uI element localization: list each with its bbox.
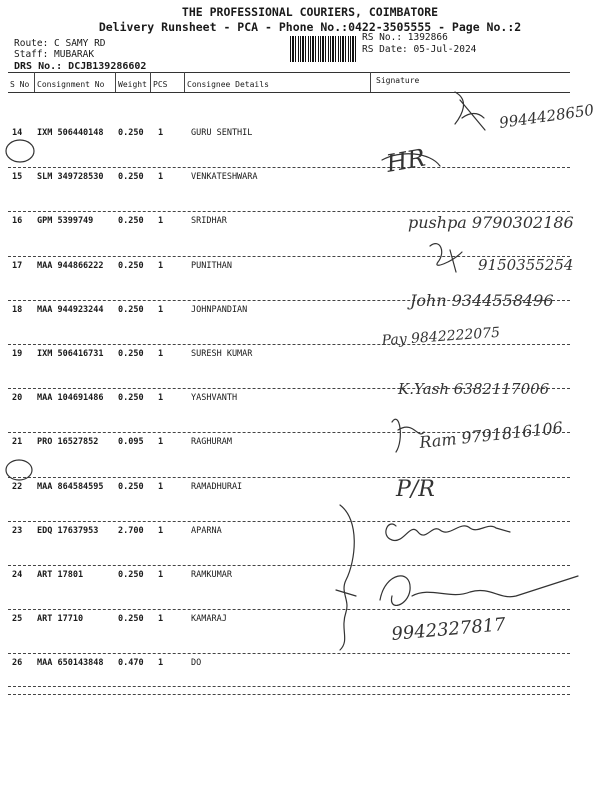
row-sno: 26 bbox=[12, 658, 23, 669]
header-bottom-rule bbox=[8, 92, 570, 93]
row-consignee: KAMARAJ bbox=[191, 614, 227, 625]
column-divider bbox=[115, 72, 116, 92]
row-consignment: SLM 349728530 bbox=[37, 172, 104, 183]
row-consignee: APARNA bbox=[191, 525, 222, 536]
rs-date: RS Date: 05-Jul-2024 bbox=[362, 44, 477, 55]
row-divider bbox=[8, 211, 570, 212]
row-pcs: 1 bbox=[158, 570, 164, 580]
sig-row18b: John 9344558496 bbox=[410, 291, 554, 310]
row-weight: 0.250 bbox=[118, 304, 144, 315]
row-consignee: DO bbox=[191, 658, 202, 669]
row-weight: 0.250 bbox=[118, 614, 144, 625]
header-sno: S No bbox=[10, 80, 30, 89]
header-consignee: Consignee Details bbox=[187, 80, 269, 89]
sig-row20: K.Yash 6382117006 bbox=[398, 380, 550, 398]
row-pcs: 1 bbox=[158, 437, 164, 448]
row-consignment: MAA 650143848 bbox=[37, 658, 104, 669]
header-top-rule bbox=[8, 72, 570, 73]
row-weight: 0.250 bbox=[118, 481, 144, 492]
column-divider bbox=[34, 72, 35, 92]
row-consignment: IXM 506416731 bbox=[37, 349, 104, 359]
row-pcs: 1 bbox=[158, 172, 164, 183]
row-divider bbox=[8, 432, 570, 433]
row-sno: 15 bbox=[12, 172, 23, 183]
row-divider bbox=[8, 477, 570, 478]
row-consignee: SURESH KUMAR bbox=[191, 349, 253, 359]
row-weight: 0.470 bbox=[118, 658, 144, 669]
row-consignment: MAA 944866222 bbox=[37, 260, 104, 271]
column-divider bbox=[184, 72, 185, 92]
row-pcs: 1 bbox=[158, 481, 164, 492]
row-consignee: VENKATESHWARA bbox=[191, 172, 258, 183]
route-label: Route: C SAMY RD bbox=[14, 38, 106, 49]
sig-row19: Pay 9842222075 bbox=[381, 324, 501, 349]
row-divider bbox=[8, 521, 570, 522]
row-weight: 0.250 bbox=[118, 349, 144, 359]
row-consignment: IXM 506440148 bbox=[37, 128, 104, 138]
row-divider bbox=[8, 300, 570, 301]
row-pcs: 1 bbox=[158, 525, 164, 536]
row-sno: 19 bbox=[12, 349, 23, 359]
column-divider bbox=[150, 72, 151, 92]
header-weight: Weight bbox=[118, 80, 147, 89]
rs-number: RS No.: 1392866 bbox=[362, 32, 448, 43]
header-signature: Signature bbox=[376, 76, 420, 85]
row-weight: 0.250 bbox=[118, 393, 144, 404]
row-pcs: 1 bbox=[158, 260, 164, 271]
row-weight: 0.250 bbox=[118, 172, 144, 183]
row-consignment: MAA 864584595 bbox=[37, 481, 104, 492]
row-pcs: 1 bbox=[158, 216, 164, 227]
row-divider bbox=[8, 388, 570, 389]
row-consignment: GPM 5399749 bbox=[37, 216, 94, 227]
column-divider bbox=[370, 72, 371, 92]
row-consignee: JOHNPANDIAN bbox=[191, 304, 248, 315]
row-sno: 17 bbox=[12, 260, 23, 271]
row-pcs: 1 bbox=[158, 393, 164, 404]
sig-row21: Ram 9791816106 bbox=[418, 418, 564, 452]
row-sno: 23 bbox=[12, 525, 23, 536]
row-pcs: 1 bbox=[158, 349, 164, 359]
sig-row15: HR bbox=[384, 143, 428, 178]
row-divider bbox=[8, 686, 570, 687]
row-sno: 22 bbox=[12, 481, 23, 492]
row-consignment: MAA 944923244 bbox=[37, 304, 104, 315]
row-divider bbox=[8, 256, 570, 257]
sig-row17: pushpa 9790302186 bbox=[408, 213, 574, 232]
row-pcs: 1 bbox=[158, 128, 164, 138]
row-consignee: SRIDHAR bbox=[191, 216, 227, 227]
circle-mark-icon bbox=[6, 140, 34, 162]
signature-scribble bbox=[455, 92, 485, 130]
row-consignee: PUNITHAN bbox=[191, 260, 232, 271]
company-title: THE PROFESSIONAL COURIERS, COIMBATORE bbox=[181, 5, 439, 19]
row-pcs: 1 bbox=[158, 614, 164, 625]
row-sno: 20 bbox=[12, 393, 23, 404]
header-pcs: PCS bbox=[153, 80, 168, 89]
row-divider bbox=[8, 344, 570, 345]
barcode-image bbox=[290, 36, 356, 62]
row-consignment: ART 17710 bbox=[37, 614, 84, 625]
staff-label: Staff: MUBARAK bbox=[14, 49, 95, 60]
row-weight: 0.250 bbox=[118, 570, 144, 580]
row-sno: 21 bbox=[12, 437, 23, 448]
row-divider bbox=[8, 609, 570, 610]
row-sno: 25 bbox=[12, 614, 23, 625]
row-sno: 14 bbox=[12, 128, 23, 138]
sig-row22: P/R bbox=[396, 477, 435, 502]
row-weight: 0.250 bbox=[118, 216, 144, 227]
row-weight: 2.700 bbox=[118, 525, 144, 536]
runsheet-title: Delivery Runsheet - PCA - Phone No.:0422-3505555 - Page No.:2 bbox=[98, 20, 522, 34]
row-divider bbox=[8, 653, 570, 654]
signature-scribble bbox=[382, 154, 440, 166]
signature-scribble bbox=[380, 576, 578, 606]
row-consignment: EDQ 17637953 bbox=[37, 525, 99, 536]
signature-scribble bbox=[392, 419, 424, 452]
row-consignee: YASHVANTH bbox=[191, 393, 238, 404]
row-divider bbox=[8, 167, 570, 168]
sig-row14-phone: 9944428650 bbox=[498, 100, 596, 132]
bracket-mark bbox=[336, 505, 356, 650]
row-consignment: ART 17801 bbox=[37, 570, 84, 580]
drs-number: DRS No.: DCJB139286602 bbox=[14, 61, 147, 72]
row-consignee: RAMADHURAI bbox=[191, 481, 243, 492]
row-weight: 0.250 bbox=[118, 128, 144, 138]
sig-row18-phone: 9150355254 bbox=[478, 256, 574, 274]
row-consignee: GURU SENTHIL bbox=[191, 128, 253, 138]
signature-scribble bbox=[386, 524, 510, 541]
row-weight: 0.250 bbox=[118, 260, 144, 271]
row-consignee: RAGHURAM bbox=[191, 437, 232, 448]
row-pcs: 1 bbox=[158, 658, 164, 669]
row-consignment: PRO 16527852 bbox=[37, 437, 99, 448]
row-sno: 16 bbox=[12, 216, 23, 227]
row-pcs: 1 bbox=[158, 304, 164, 315]
row-sno: 18 bbox=[12, 304, 23, 315]
row-consignee: RAMKUMAR bbox=[191, 570, 232, 580]
sig-row25-phone: 9942327817 bbox=[390, 614, 507, 645]
signature-scribble bbox=[430, 244, 462, 272]
row-consignment: MAA 104691486 bbox=[37, 393, 104, 404]
row-sno: 24 bbox=[12, 570, 23, 580]
header-consignment: Consignment No bbox=[37, 80, 105, 89]
table-end-rule bbox=[8, 694, 570, 695]
row-divider bbox=[8, 565, 570, 566]
row-weight: 0.095 bbox=[118, 437, 144, 448]
